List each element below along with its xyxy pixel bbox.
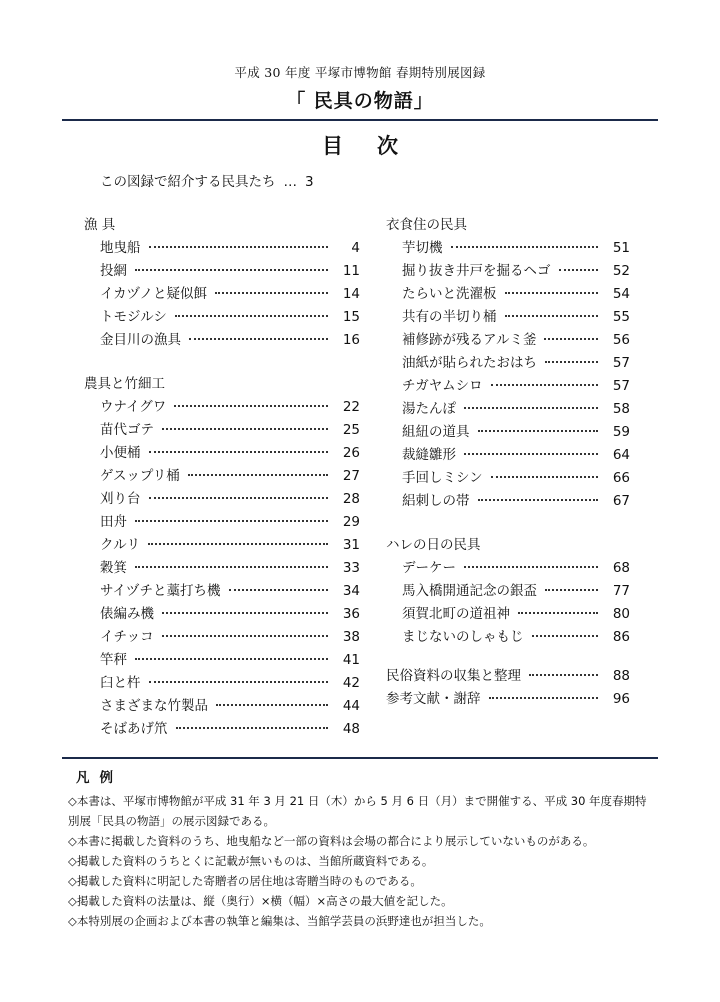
toc-entry-label: イカヅノと疑似餌 [100, 286, 208, 302]
note-item: ◇本特別展の企画および本書の執筆と編集は、当館学芸員の浜野達也が担当した。 [68, 914, 491, 928]
toc-entry-page: 66 [612, 470, 630, 486]
toc-entry-label: 絽刺しの帯 [402, 493, 470, 509]
toc-entry [84, 603, 360, 626]
toc-leader-dots [135, 658, 328, 660]
toc-entry-label: 共有の半切り桶 [402, 309, 497, 325]
toc-leader-dots [532, 635, 599, 637]
toc-entry-label: そばあげ笊 [100, 721, 168, 737]
toc-leader-dots [464, 566, 598, 568]
toc-entry [84, 718, 360, 741]
toc-entry-label: 馬入橋開通記念の銀盃 [402, 583, 537, 599]
toc-entry-label: さまざまな竹製品 [100, 698, 208, 714]
toc-entry-page: 57 [612, 378, 630, 394]
toc-entry [386, 421, 630, 444]
toc-entry-page: 4 [351, 240, 360, 256]
toc-leader-dots [491, 476, 598, 478]
toc-entry-page: 11 [342, 263, 360, 279]
toc-entry [84, 488, 360, 511]
toc-entry-page: 51 [612, 240, 630, 256]
toc-leader-dots [559, 269, 599, 271]
toc-entry [386, 603, 630, 626]
toc-entry-page: 58 [612, 401, 630, 417]
notes-title: 凡例 [76, 770, 123, 786]
toc-leader-dots [478, 499, 599, 501]
toc-entry [386, 444, 630, 467]
toc-entry-page: 48 [342, 721, 360, 737]
toc-entry-page: 44 [342, 698, 360, 714]
toc-entry [386, 490, 630, 513]
toc-entry-label: 投網 [100, 263, 127, 279]
toc-entry-label: 田舟 [100, 514, 127, 530]
toc-entry-label: 地曳船 [100, 240, 141, 256]
toc-entry-page: 22 [342, 399, 360, 415]
toc-entry-page: 34 [342, 583, 360, 599]
toc-intro-label: この図録で紹介する民具たち [100, 174, 276, 190]
toc-section-title: ハレの日の民具 [386, 537, 481, 553]
toc-entry-label: 穀箕 [100, 560, 127, 576]
toc-entry-page: 14 [342, 286, 360, 302]
toc-entry-page: 25 [342, 422, 360, 438]
toc-entry [84, 649, 360, 672]
toc-entry [386, 329, 630, 352]
note-item: ◇掲載した資料のうちとくに記載が無いものは、当館所蔵資料である。 [68, 854, 434, 868]
toc-entry-label: 補修跡が残るアルミ釜 [402, 332, 537, 348]
toc-entry [386, 306, 630, 329]
toc-entry-label: 湯たんぽ [402, 401, 456, 417]
notes-list [68, 791, 658, 931]
toc-entry [386, 557, 630, 580]
catalog-subtitle: 平成 30 年度 平塚市博物館 春期特別展図録 [234, 65, 486, 80]
toc-entry [386, 467, 630, 490]
toc-entry-page: 41 [342, 652, 360, 668]
toc-entry-label: 俵編み機 [100, 606, 154, 622]
toc-leader-dots [162, 428, 328, 430]
toc-entry-label: 裁縫雛形 [402, 447, 456, 463]
toc-leader-dots [215, 292, 328, 294]
toc-entry-label: トモジルシ [100, 309, 167, 325]
toc-entry-label: 小便桶 [100, 445, 141, 461]
toc-entry-label: 手回しミシン [402, 470, 483, 486]
note-item: ◇掲載した資料の法量は、縦（奥行）×横（幅）×高さの最大値を記した。 [68, 894, 453, 908]
toc-leader-dots [189, 338, 328, 340]
toc-leader-dots [149, 681, 329, 683]
toc-leader-dots [148, 543, 328, 545]
toc-entry [84, 396, 360, 419]
toc-entry-page: 42 [342, 675, 360, 691]
toc-entry-page: 38 [342, 629, 360, 645]
toc-section [84, 373, 360, 741]
toc-entry [84, 580, 360, 603]
toc-entry-page: 26 [342, 445, 360, 461]
toc-entry-label: 民俗資料の収集と整理 [386, 668, 521, 684]
note-item: ◇本書に掲載した資料のうち、地曳船など一部の資料は会場の都合により展示していないものがある。 [68, 834, 595, 848]
toc-entry-page: 86 [612, 629, 630, 645]
toc-leader-dots [505, 292, 599, 294]
toc-entry-label: チガヤムシロ [402, 378, 483, 394]
toc-section [386, 214, 630, 513]
toc-entry [84, 626, 360, 649]
toc-entry [84, 329, 360, 352]
toc-entry-page: 80 [612, 606, 630, 622]
toc-closing-section [386, 665, 630, 711]
toc-section [84, 214, 360, 352]
toc-entry-label: たらいと洗濯板 [402, 286, 497, 302]
toc-entry [84, 557, 360, 580]
toc-entry [84, 672, 360, 695]
notes-divider [62, 757, 658, 759]
toc-leader-dots [545, 589, 598, 591]
toc-entry [386, 398, 630, 421]
toc-leader-dots [149, 451, 329, 453]
toc-intro-entry [100, 170, 314, 190]
toc-entry-page: 29 [342, 514, 360, 530]
toc-entry [84, 534, 360, 557]
toc-entry-page: 67 [612, 493, 630, 509]
toc-leader-dots [544, 338, 598, 340]
toc-entry [386, 375, 630, 398]
toc-entry [84, 442, 360, 465]
toc-leader-dots [162, 635, 328, 637]
toc-entry-label: デーケー [402, 560, 456, 576]
toc-leader-dots [478, 430, 599, 432]
toc-leader-dots [545, 361, 598, 363]
toc-entry-label: クルリ [100, 537, 141, 553]
toc-intro-page: 3 [305, 174, 314, 190]
toc-entry [386, 352, 630, 375]
toc-leader-dots [135, 566, 328, 568]
toc-leader-dots [229, 589, 328, 591]
toc-leader-dots [149, 497, 329, 499]
toc-entry-page: 36 [342, 606, 360, 622]
toc-entry-page: 68 [612, 560, 630, 576]
toc-entry [84, 306, 360, 329]
toc-entry-page: 57 [612, 355, 630, 371]
toc-entry-label: 苗代ゴテ [100, 422, 154, 438]
toc-entry-page: 96 [612, 691, 630, 707]
toc-left-column [84, 214, 360, 761]
toc-entry-label: イチッコ [100, 629, 154, 645]
toc-leader-dots [149, 246, 329, 248]
toc-leader-dots [174, 405, 328, 407]
toc-entry [386, 237, 630, 260]
toc-leader-dots [135, 269, 328, 271]
toc-entry [386, 283, 630, 306]
toc-entry-page: 55 [612, 309, 630, 325]
toc-entry-label: ウナイグワ [100, 399, 167, 415]
toc-entry-label: 臼と杵 [100, 675, 141, 691]
toc-entry [386, 260, 630, 283]
toc-entry [84, 695, 360, 718]
toc-leader-dots [162, 612, 328, 614]
toc-entry [84, 283, 360, 306]
toc-leader-dots [518, 612, 598, 614]
top-divider [62, 119, 658, 121]
toc-section-title: 農具と竹細工 [84, 376, 165, 392]
toc-entry-page: 27 [342, 468, 360, 484]
toc-leader-dots [188, 474, 328, 476]
toc-entry-page: 16 [342, 332, 360, 348]
toc-leader-dots [529, 674, 598, 676]
toc-leader-dots [491, 384, 598, 386]
toc-entry-label: サイヅチと藁打ち機 [100, 583, 221, 599]
toc-entry [386, 580, 630, 603]
toc-entry-page: 15 [342, 309, 360, 325]
toc-leader-dots [176, 727, 329, 729]
toc-entry-label: 参考文献・謝辞 [386, 691, 481, 707]
toc-leader-dots [175, 315, 328, 317]
toc-intro-dots: … [283, 174, 297, 190]
toc-entry [84, 260, 360, 283]
toc-leader-dots [451, 246, 599, 248]
toc-entry-page: 64 [612, 447, 630, 463]
toc-entry-label: 刈り台 [100, 491, 141, 507]
toc-entry-label: ゲスップリ桶 [100, 468, 180, 484]
toc-entry-page: 54 [612, 286, 630, 302]
toc-entry-page: 31 [342, 537, 360, 553]
toc-entry [84, 419, 360, 442]
toc-entry-page: 77 [612, 583, 630, 599]
toc-right-column [386, 214, 630, 731]
toc-entry-page: 59 [612, 424, 630, 440]
toc-entry [386, 665, 630, 688]
toc-leader-dots [464, 453, 598, 455]
toc-entry-label: 竿秤 [100, 652, 127, 668]
toc-leader-dots [135, 520, 328, 522]
notes-section [68, 768, 658, 931]
toc-entry [84, 465, 360, 488]
toc-section-title: 衣食住の民具 [386, 217, 467, 233]
toc-entry-label: 芋切機 [402, 240, 443, 256]
toc-entry [84, 237, 360, 260]
toc-leader-dots [489, 697, 599, 699]
toc-section-title: 漁 具 [84, 217, 116, 233]
toc-entry-page: 52 [612, 263, 630, 279]
toc-entry-label: まじないのしゃもじ [402, 629, 524, 645]
toc-entry [386, 626, 630, 649]
toc-entry-page: 56 [612, 332, 630, 348]
note-item: ◇掲載した資料に明記した寄贈者の居住地は寄贈当時のものである。 [68, 874, 422, 888]
toc-entry [84, 511, 360, 534]
toc-entry-label: 須賀北町の道祖神 [402, 606, 510, 622]
toc-entry-page: 33 [342, 560, 360, 576]
toc-entry-label: 油紙が貼られたおはち [402, 355, 537, 371]
toc-section [386, 534, 630, 649]
toc-entry-label: 金目川の漁具 [100, 332, 181, 348]
toc-leader-dots [216, 704, 328, 706]
toc-entry [386, 688, 630, 711]
toc-leader-dots [505, 315, 599, 317]
note-item: ◇本書は、平塚市博物館が平成 31 年 3 月 21 日（木）から 5 月 6 日（月）まで開催する、平成 30 年度春期特別展「民具の物語」の展示図録である。 [68, 794, 647, 828]
toc-entry-label: 掘り抜き井戸を掘るヘゴ [402, 263, 551, 279]
toc-entry-label: 組紐の道具 [402, 424, 470, 440]
toc-leader-dots [464, 407, 598, 409]
catalog-title: 「 民具の物語」 [286, 90, 434, 112]
toc-entry-page: 88 [612, 668, 630, 684]
toc-heading: 目次 [322, 134, 432, 158]
toc-entry-page: 28 [342, 491, 360, 507]
